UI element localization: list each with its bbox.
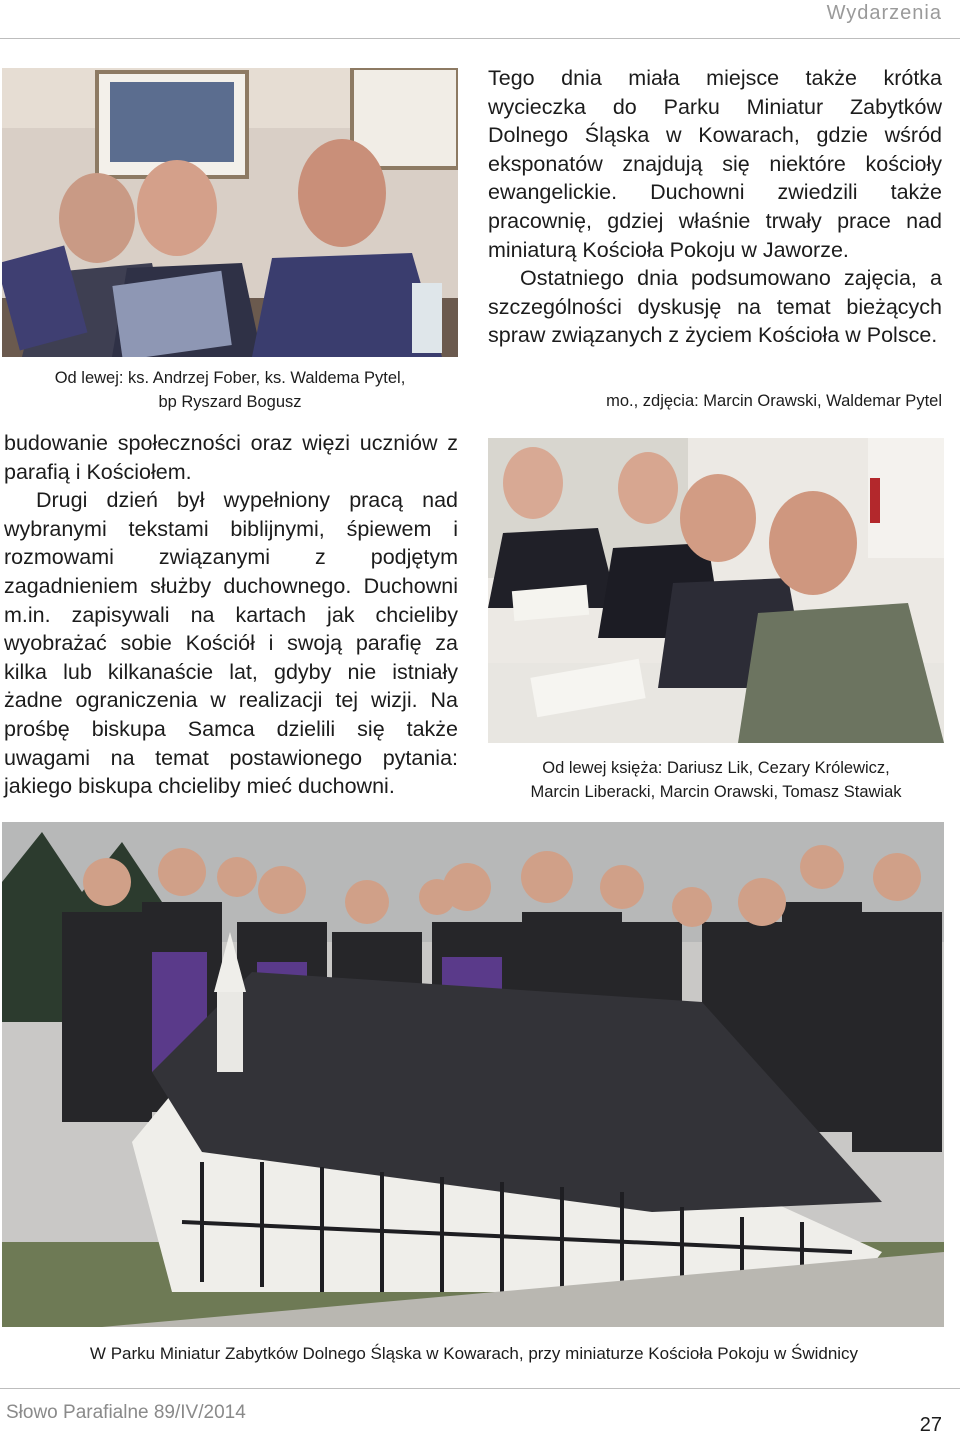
paragraph: Tego dnia miała miejsce także krótka wycieczka do Parku Miniatur Zabytków Dolnego Śląska w Kowarach, gdzie wśród eksponatów znajdują się niektóre kościoły ewangelickie. Duchowni zwiedzili także pracownię, gdziej właśnie trwały prace nad miniaturą Kościoła Pokoju w Jaworze. — [488, 66, 942, 262]
right-column-text — [488, 64, 942, 350]
caption-line: Od lewej: ks. Andrzej Fober, ks. Waldema Pytel, — [54, 369, 406, 387]
page-number: 27 — [919, 1414, 942, 1436]
photo-panel-discussion — [2, 68, 458, 357]
footer-rule — [0, 1388, 960, 1389]
left-column-text — [4, 429, 458, 801]
paragraph: budowanie społeczności oraz więzi uczniów z parafią i Kościołem. — [4, 431, 458, 484]
header-rule — [0, 38, 960, 39]
photo-priests-reading — [488, 438, 944, 743]
photo-caption-middle-right — [488, 756, 944, 804]
publication-name: Słowo Parafialne 89/IV/2014 — [6, 1402, 246, 1423]
credit-photos: , zdjęcia: Marcin Orawski, Waldemar Pytel — [633, 392, 942, 410]
paragraph: Drugi dzień był wypełniony pracą nad wybranymi tekstami biblijnymi, śpiewem i rozmowami związanymi z podjętym zagadnieniem służby duchownego. Duchowni m.in. zapisywali na kartach jak chcieliby wyobrażać sobie Kościół i swoją parafię za kilka lub kilkanaście lat, gdyby nie istniały żadne ograniczenia w realizacji tej wizji. Na prośbę biskupa Samca dzielili się także uwagami na temat postawionego pytania: jakiego biskupa chcieliby mieć duchowni. — [4, 488, 458, 799]
photo-group-miniature-church — [2, 822, 944, 1327]
paragraph: Ostatniego dnia podsumowano zajęcia, a szczególności dyskusję na temat bieżących spraw związanych z życiem Kościoła w Polsce. — [488, 266, 942, 348]
caption-line: bp Ryszard Bogusz — [158, 393, 302, 411]
section-label: Wydarzenia — [826, 2, 942, 24]
photo-caption-top-left — [2, 366, 458, 414]
credit-author: mo. — [606, 392, 634, 410]
photo-credit — [606, 392, 942, 411]
photo-caption-bottom: W Parku Miniatur Zabytków Dolnego Śląska w Kowarach, przy miniaturze Kościoła Pokoju w Świdnicy — [89, 1344, 859, 1363]
caption-line: Marcin Liberacki, Marcin Orawski, Tomasz Stawiak — [530, 783, 902, 801]
caption-line: Od lewej księża: Dariusz Lik, Cezary Królewicz, — [542, 759, 890, 777]
